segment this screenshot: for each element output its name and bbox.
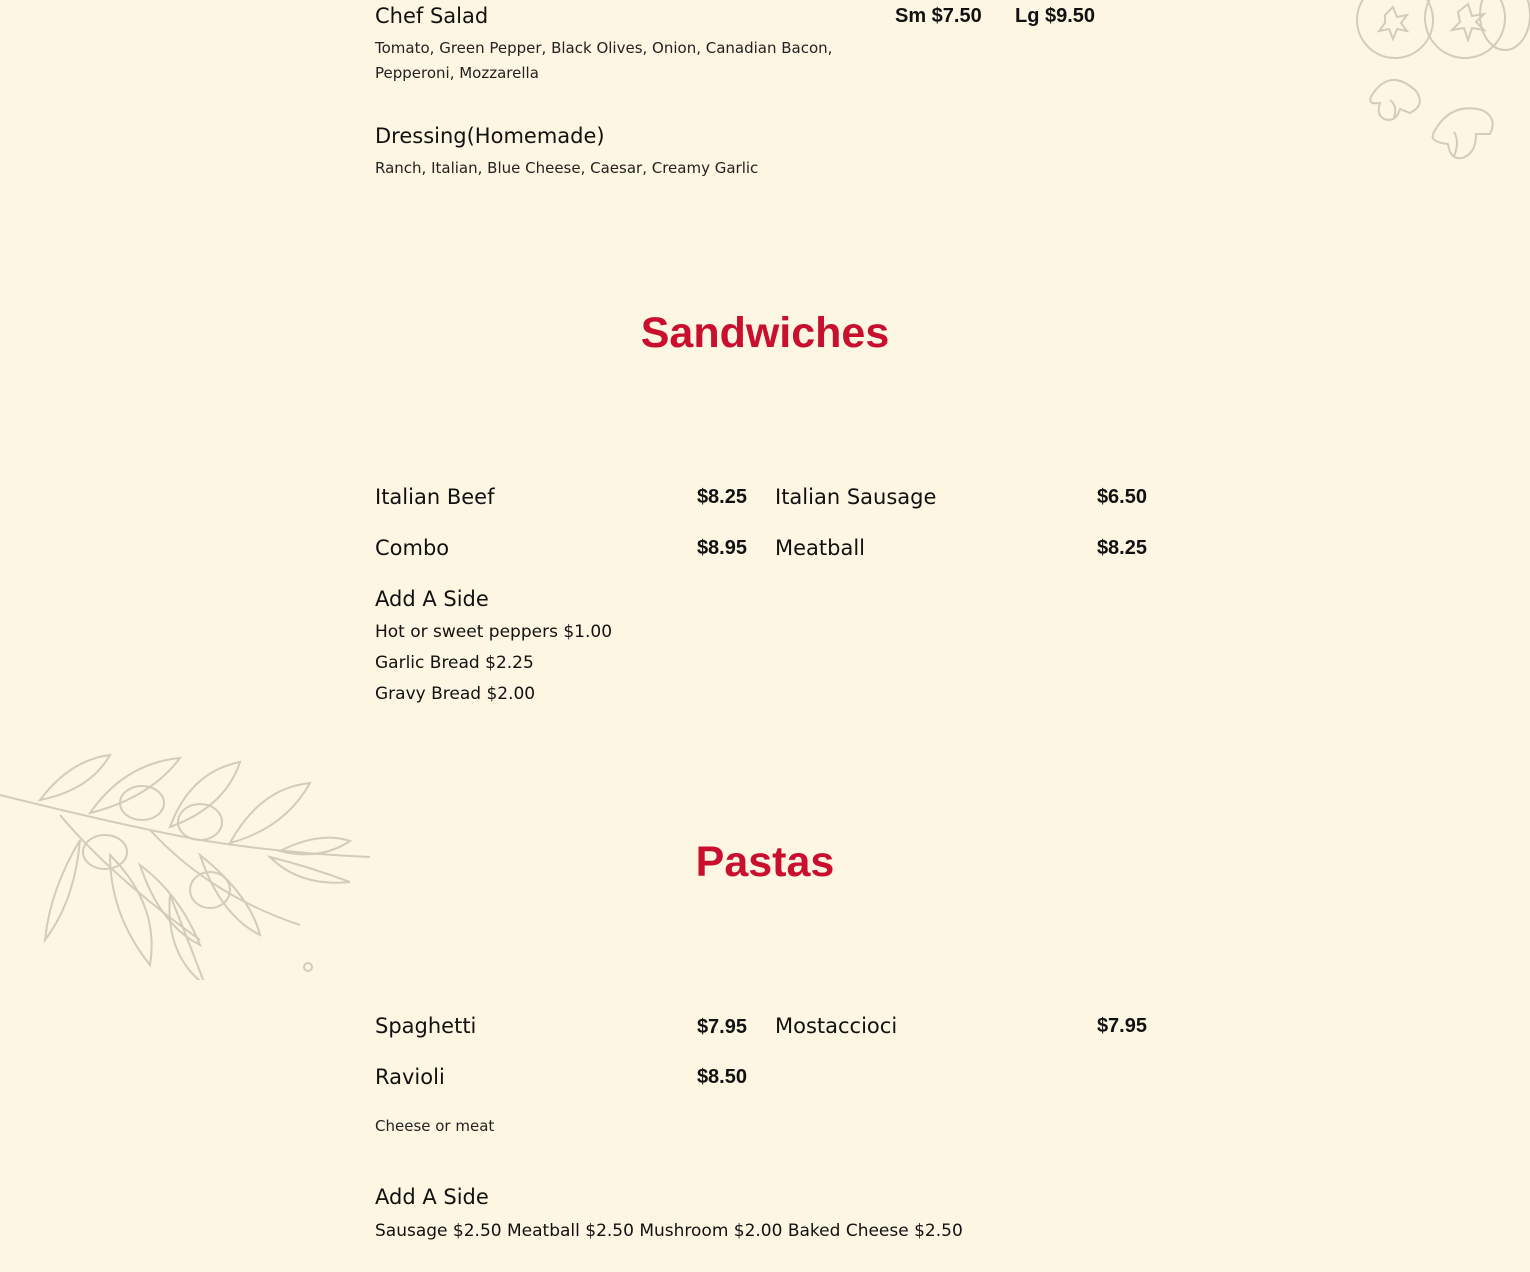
pasta-item-price: $7.95	[696, 1016, 747, 1038]
dressing-name: Dressing(Homemade)	[375, 124, 605, 148]
pasta-sides-title: Add A Side	[375, 1185, 489, 1209]
sandwich-side-item: Hot or sweet peppers $1.00	[375, 622, 613, 642]
sandwich-item-name: Italian Sausage	[775, 485, 937, 509]
pasta-item-description: Cheese or meat	[375, 1117, 495, 1135]
pasta-item-name: Ravioli	[375, 1065, 445, 1089]
chef-salad-description: Tomato, Green Pepper, Black Olives, Onion, Canadian Bacon, Pepperoni, Mozzarella	[375, 39, 833, 82]
sandwich-sides-title: Add A Side	[375, 587, 489, 611]
pastas-section-title: Pastas	[695, 838, 835, 886]
sandwich-item-price: $8.95	[696, 537, 747, 559]
sandwiches-section-title: Sandwiches	[640, 309, 890, 357]
sandwich-item-price: $8.25	[696, 486, 747, 508]
chef-salad-price-large: Lg $9.50	[1015, 5, 1096, 27]
pasta-item-price: $7.95	[1096, 1015, 1147, 1037]
pasta-item-name: Mostaccioci	[775, 1014, 898, 1038]
sandwich-item-price: $6.50	[1096, 486, 1147, 508]
pasta-item-name: Spaghetti	[375, 1014, 477, 1038]
sandwich-item-name: Italian Beef	[375, 485, 495, 509]
dressing-description: Ranch, Italian, Blue Cheese, Caesar, Creamy Garlic	[375, 159, 759, 177]
sandwich-item-name: Meatball	[775, 536, 866, 560]
tomato-mushroom-sketch-icon	[1350, 0, 1530, 180]
sandwich-side-item: Garlic Bread $2.25	[375, 653, 534, 673]
pasta-item-price: $8.50	[696, 1066, 747, 1088]
sandwich-item-name: Combo	[375, 536, 450, 560]
chef-salad-name: Chef Salad	[375, 4, 489, 28]
pasta-sides-line: Sausage $2.50 Meatball $2.50 Mushroom $2.00 Baked Cheese $2.50	[375, 1221, 963, 1241]
sandwich-side-item: Gravy Bread $2.00	[375, 684, 536, 704]
sandwich-item-price: $8.25	[1096, 537, 1147, 559]
chef-salad-price-small: Sm $7.50	[895, 5, 982, 27]
